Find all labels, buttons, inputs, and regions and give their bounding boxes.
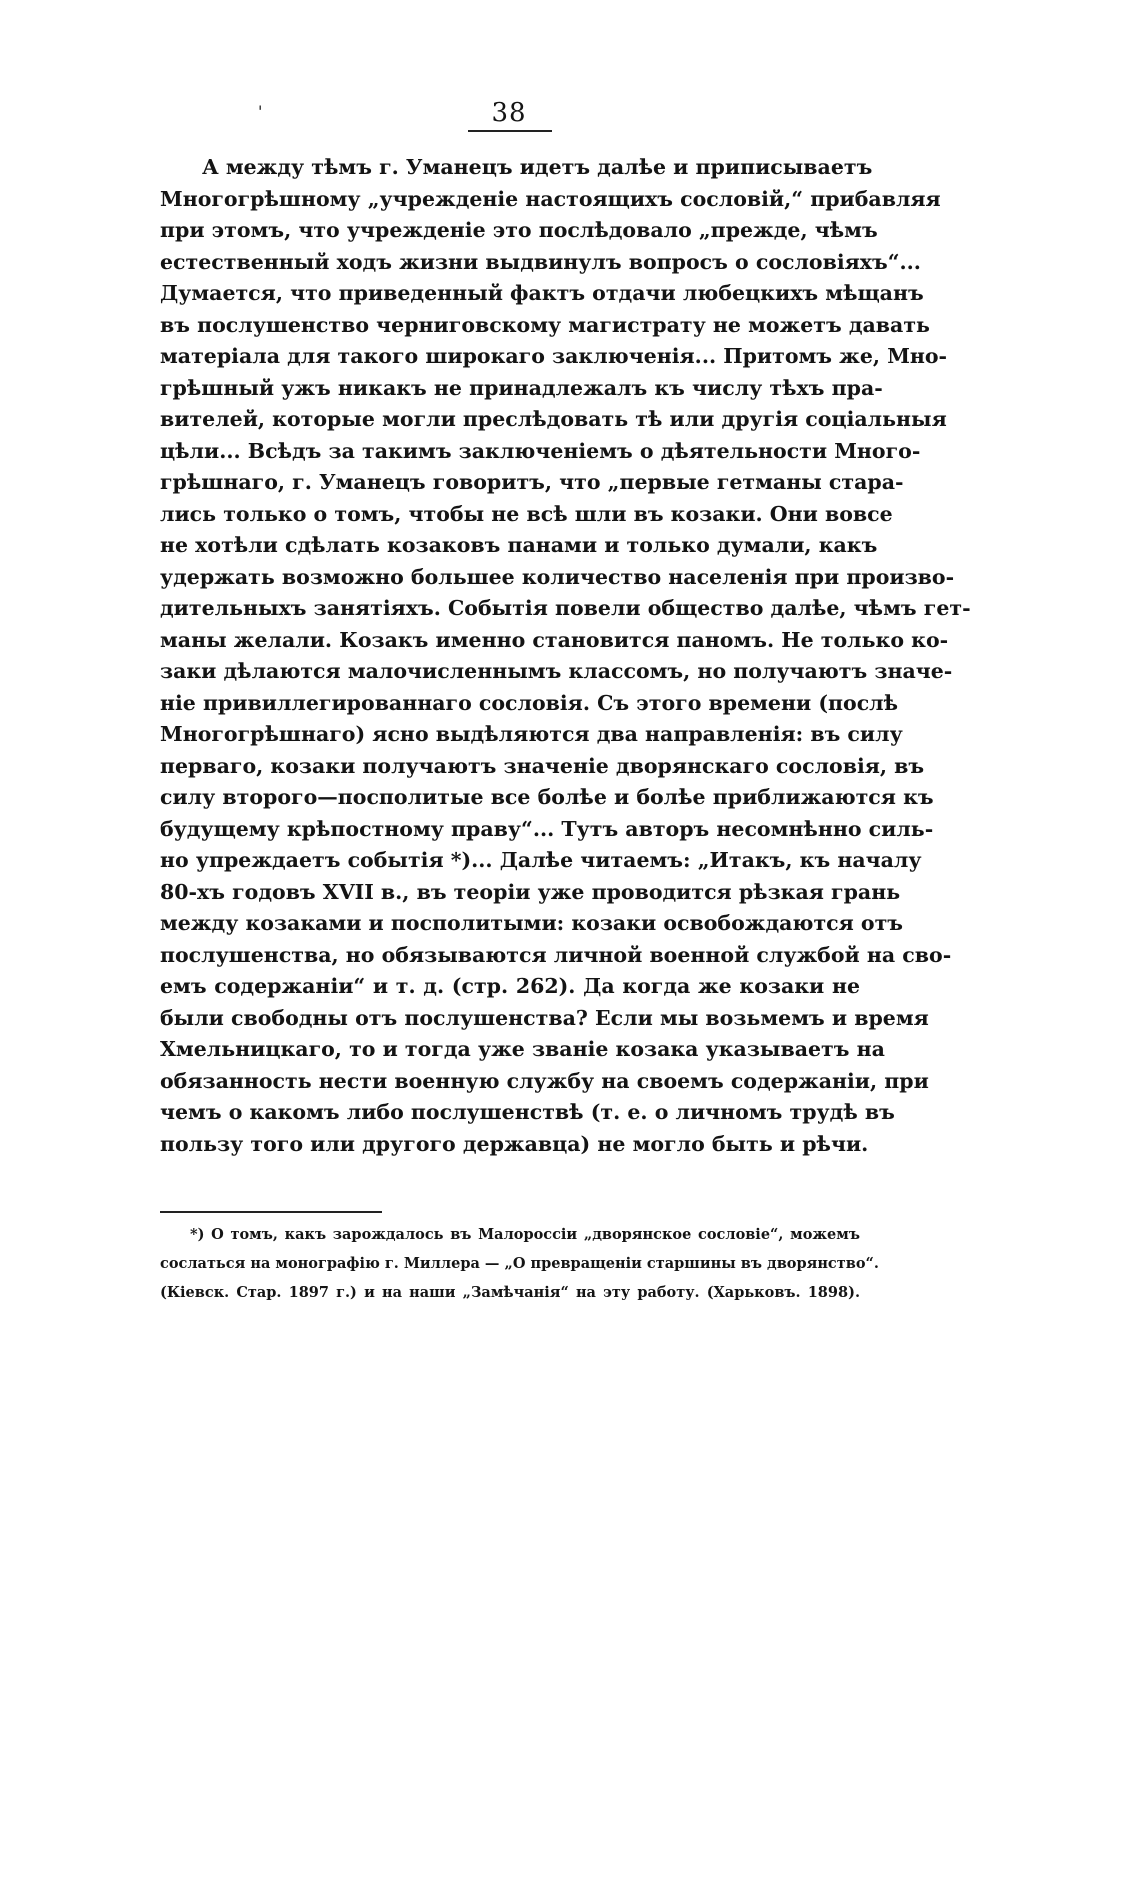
stray-mark: ': [258, 102, 263, 121]
footnote-line: сослаться на монографію г. Миллера — „О превращеніи старшины въ дворянство“.: [160, 1255, 879, 1272]
text-line: обязанность нести военную службу на своемъ содержаніи, при: [160, 1068, 929, 1093]
text-line: 80-хъ годовъ XVII в., въ теоріи уже проводится рѣзкая грань: [160, 879, 901, 904]
text-line: чемъ о какомъ либо послушенствѣ (т. е. о личномъ трудѣ въ: [160, 1100, 895, 1124]
text-line: лись только о томъ, чтобы не всѣ шли въ козаки. Они вовсе: [160, 501, 893, 526]
text-line: силу второго—посполитые все болѣе и болѣе приближаются къ: [160, 785, 934, 809]
text-line: цѣли... Всѣдъ за такимъ заключеніемъ о дѣятельности Много-: [160, 438, 921, 463]
text-line: Хмельницкаго, то и тогда уже званіе козака указываетъ на: [160, 1037, 885, 1061]
text-line: будущему крѣпостному праву“... Тутъ авторъ несомнѣнно силь-: [160, 816, 934, 841]
text-line: ніе привиллегированнаго сословія. Съ этого времени (послѣ: [160, 690, 899, 715]
footnote-rule: [160, 1211, 382, 1213]
text-line: послушенства, но обязываются личной военной службой на сво-: [160, 942, 952, 967]
text-line: Думается, что приведенный фактъ отдачи любецкихъ мѣщанъ: [160, 281, 924, 305]
footnote-line: *) О томъ, какъ зарождалось въ Малороссіи „дворянское сословіе“, можемъ: [190, 1226, 860, 1243]
text-line: Многогрѣшнаго) ясно выдѣляются два направленія: въ силу: [160, 722, 903, 746]
text-line: пользу того или другого державца) не могло быть и рѣчи.: [160, 1131, 869, 1156]
footnote-line: (Кіевск. Стар. 1897 г.) и на наши „Замѣчанія“ на эту работу. (Харьковъ. 1898).: [160, 1284, 860, 1301]
footnote: [160, 1220, 879, 1307]
text-line: въ послушенство черниговскому магистрату не можетъ давать: [160, 312, 930, 337]
text-line: А между тѣмъ г. Уманецъ идетъ далѣе и приписываетъ: [202, 155, 873, 179]
page-number-rule: [468, 130, 552, 132]
text-line: грѣшный ужъ никакъ не принадлежалъ къ числу тѣхъ пра-: [160, 375, 883, 400]
text-line: Многогрѣшному „учрежденіе настоящихъ сословій,“ прибавляя: [160, 186, 941, 211]
text-line: заки дѣлаются малочисленнымъ классомъ, но получаютъ значе-: [160, 659, 953, 683]
text-line: матеріала для такого широкаго заключенія... Притомъ же, Мно-: [160, 344, 948, 368]
text-line: дительныхъ занятіяхъ. Событія повели общество далѣе, чѣмъ гет-: [160, 596, 971, 620]
text-line: вителей, которые могли преслѣдовать тѣ или другія соціальныя: [160, 407, 947, 431]
main-text: [160, 152, 971, 1160]
text-line: но упреждаетъ событія *)... Далѣе читаемъ: „Итакъ, къ началу: [160, 848, 922, 872]
page-number: 38: [491, 98, 527, 128]
text-line: не хотѣли сдѣлать козаковъ панами и только думали, какъ: [160, 533, 878, 557]
text-line: перваго, козаки получаютъ значеніе дворянскаго сословія, въ: [160, 753, 925, 778]
text-line: емъ содержаніи“ и т. д. (стр. 262). Да когда же козаки не: [160, 974, 860, 998]
text-line: маны желали. Козакъ именно становится паномъ. Не только ко-: [160, 627, 949, 652]
text-line: между козаками и посполитыми: козаки освобождаются отъ: [160, 911, 904, 935]
text-line: были свободны отъ послушенства? Если мы возьмемъ и время: [160, 1005, 929, 1030]
text-line: естественный ходъ жизни выдвинулъ вопросъ о сословіяхъ“...: [160, 249, 921, 274]
text-line: при этомъ, что учрежденіе это послѣдовало „прежде, чѣмъ: [160, 218, 878, 242]
text-line: удержать возможно большее количество населенія при произво-: [160, 564, 955, 589]
text-line: грѣшнаго, г. Уманецъ говоритъ, что „первые гетманы стара-: [160, 470, 904, 494]
